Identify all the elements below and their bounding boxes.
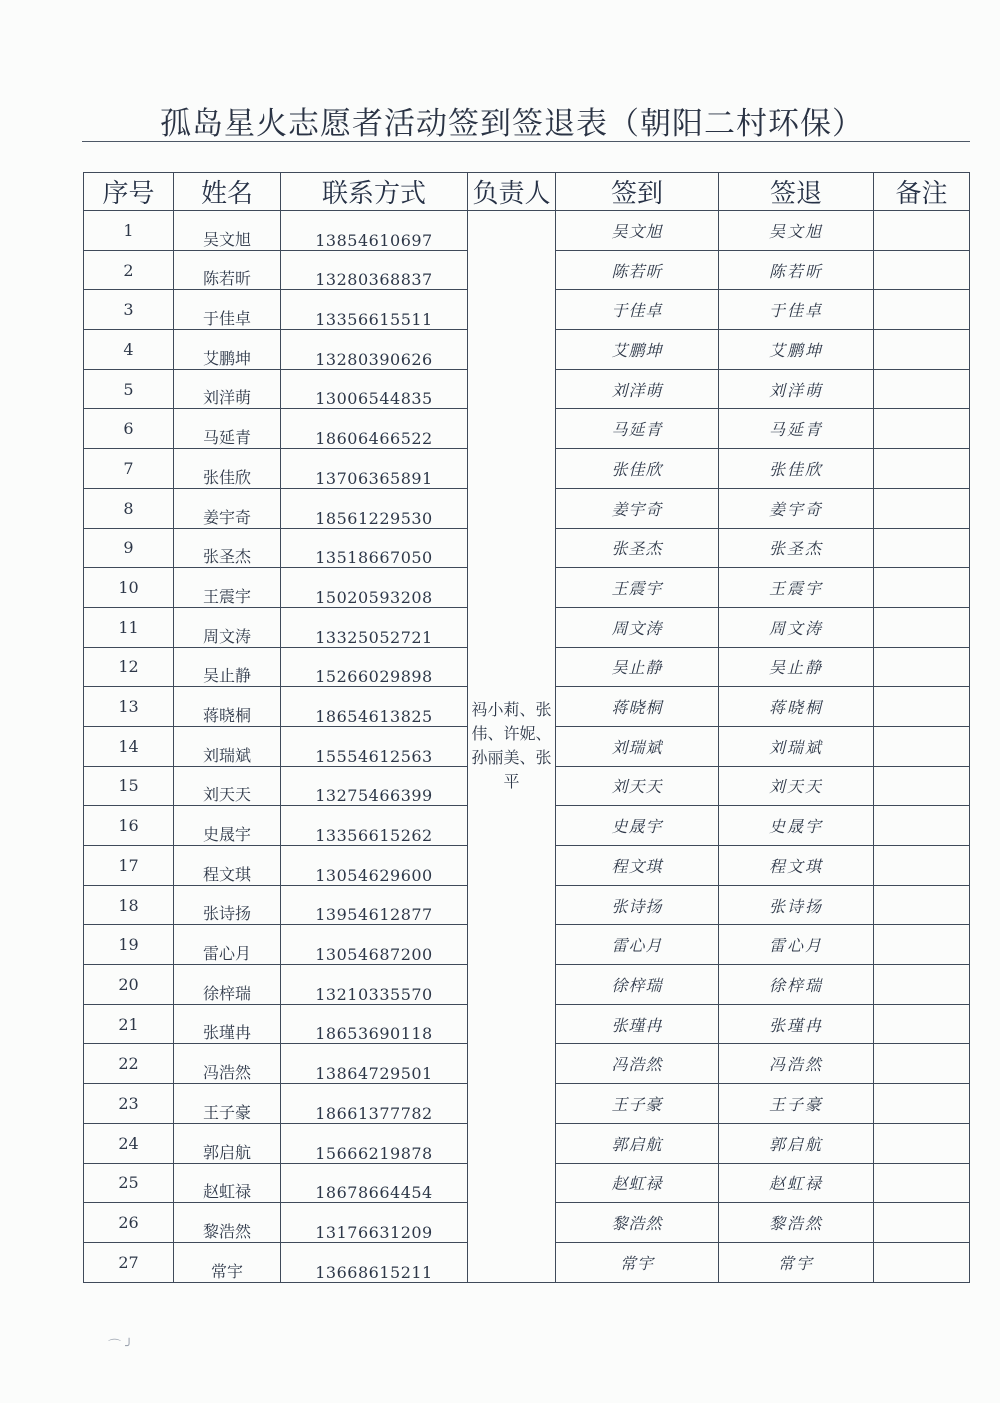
checkout-signature: 史晟宇 [719, 806, 874, 846]
note-cell [874, 965, 970, 1005]
checkin-signature: 刘瑞斌 [556, 726, 719, 766]
volunteer-phone: 18653690118 [281, 1004, 468, 1044]
note-cell [874, 846, 970, 886]
volunteer-phone: 13854610697 [281, 211, 468, 251]
checkin-signature: 赵虹禄 [556, 1163, 719, 1203]
volunteer-phone: 13954612877 [281, 885, 468, 925]
checkin-signature: 张诗扬 [556, 885, 719, 925]
checkout-signature: 刘瑞斌 [719, 726, 874, 766]
note-cell [874, 885, 970, 925]
row-number: 26 [84, 1203, 174, 1243]
note-cell [874, 488, 970, 528]
margin-mark: ⌒ ╯ [108, 1339, 133, 1354]
checkin-signature: 史晟宇 [556, 806, 719, 846]
header-no: 序号 [84, 173, 174, 211]
checkout-signature: 王子豪 [719, 1084, 874, 1124]
note-cell [874, 568, 970, 608]
header-name: 姓名 [174, 173, 281, 211]
checkout-signature: 冯浩然 [719, 1044, 874, 1084]
header-checkout: 签退 [719, 173, 874, 211]
checkin-signature: 刘洋萌 [556, 369, 719, 409]
checkin-signature: 张圣杰 [556, 528, 719, 568]
checkin-signature: 程文琪 [556, 846, 719, 886]
volunteer-name: 郭启航 [174, 1123, 281, 1163]
checkout-signature: 马延青 [719, 409, 874, 449]
checkout-signature: 于佳卓 [719, 290, 874, 330]
row-number: 20 [84, 965, 174, 1005]
row-number: 3 [84, 290, 174, 330]
note-cell [874, 806, 970, 846]
volunteer-name: 蒋晓桐 [174, 687, 281, 727]
checkout-signature: 张佳欣 [719, 449, 874, 489]
note-cell [874, 766, 970, 806]
volunteer-phone: 13280390626 [281, 330, 468, 370]
row-number: 6 [84, 409, 174, 449]
checkin-signature: 马延青 [556, 409, 719, 449]
checkout-signature: 艾鹏坤 [719, 330, 874, 370]
checkin-signature: 郭启航 [556, 1123, 719, 1163]
checkin-signature: 王子豪 [556, 1084, 719, 1124]
volunteer-phone: 15266029898 [281, 647, 468, 687]
row-number: 11 [84, 607, 174, 647]
volunteer-phone: 18661377782 [281, 1084, 468, 1124]
row-number: 9 [84, 528, 174, 568]
volunteer-phone: 18561229530 [281, 488, 468, 528]
leader-names: 祃小莉、张伟、许妮、孙丽美、张平 [471, 700, 552, 792]
volunteer-phone: 18654613825 [281, 687, 468, 727]
checkout-signature: 吴止静 [719, 647, 874, 687]
row-number: 5 [84, 369, 174, 409]
header-row [84, 173, 970, 211]
row-number: 12 [84, 647, 174, 687]
note-cell [874, 250, 970, 290]
volunteer-name: 于佳卓 [174, 290, 281, 330]
volunteer-name: 王震宇 [174, 568, 281, 608]
row-number: 2 [84, 250, 174, 290]
volunteer-name: 张圣杰 [174, 528, 281, 568]
checkout-signature: 张瑾冉 [719, 1004, 874, 1044]
row-number: 10 [84, 568, 174, 608]
note-cell [874, 687, 970, 727]
volunteer-name: 王子豪 [174, 1084, 281, 1124]
note-cell [874, 1123, 970, 1163]
volunteer-name: 吴止静 [174, 647, 281, 687]
volunteer-name: 黎浩然 [174, 1203, 281, 1243]
volunteer-name: 赵虹禄 [174, 1163, 281, 1203]
note-cell [874, 647, 970, 687]
volunteer-name: 周文涛 [174, 607, 281, 647]
volunteer-name: 常宇 [174, 1242, 281, 1282]
header-note: 备注 [874, 173, 970, 211]
volunteer-phone: 15020593208 [281, 568, 468, 608]
volunteer-phone: 15666219878 [281, 1123, 468, 1163]
note-cell [874, 330, 970, 370]
row-number: 24 [84, 1123, 174, 1163]
table-body [84, 211, 970, 1283]
note-cell [874, 1163, 970, 1203]
volunteer-phone: 13054687200 [281, 925, 468, 965]
row-number: 14 [84, 726, 174, 766]
volunteer-name: 陈若昕 [174, 250, 281, 290]
note-cell [874, 1004, 970, 1044]
row-number: 16 [84, 806, 174, 846]
checkout-signature: 陈若昕 [719, 250, 874, 290]
header-phone: 联系方式 [281, 173, 468, 211]
volunteer-name: 张瑾冉 [174, 1004, 281, 1044]
volunteer-name: 程文琪 [174, 846, 281, 886]
row-number: 18 [84, 885, 174, 925]
note-cell [874, 1044, 970, 1084]
row-number: 13 [84, 687, 174, 727]
checkout-signature: 徐梓瑞 [719, 965, 874, 1005]
checkout-signature: 黎浩然 [719, 1203, 874, 1243]
row-number: 22 [84, 1044, 174, 1084]
volunteer-name: 冯浩然 [174, 1044, 281, 1084]
table-row [84, 211, 970, 251]
volunteer-phone: 13864729501 [281, 1044, 468, 1084]
checkout-signature: 王震宇 [719, 568, 874, 608]
checkin-signature: 张瑾冉 [556, 1004, 719, 1044]
volunteer-name: 张佳欣 [174, 449, 281, 489]
checkin-signature: 常宇 [556, 1242, 719, 1282]
checkin-signature: 周文涛 [556, 607, 719, 647]
checkin-signature: 于佳卓 [556, 290, 719, 330]
row-number: 1 [84, 211, 174, 251]
volunteer-phone: 13275466399 [281, 766, 468, 806]
row-number: 23 [84, 1084, 174, 1124]
note-cell [874, 1084, 970, 1124]
volunteer-phone: 13356615262 [281, 806, 468, 846]
checkin-signature: 吴文旭 [556, 211, 719, 251]
note-cell [874, 925, 970, 965]
row-number: 19 [84, 925, 174, 965]
row-number: 17 [84, 846, 174, 886]
volunteer-phone: 18606466522 [281, 409, 468, 449]
row-number: 4 [84, 330, 174, 370]
volunteer-phone: 13176631209 [281, 1203, 468, 1243]
volunteer-name: 艾鹏坤 [174, 330, 281, 370]
volunteer-name: 姜宇奇 [174, 488, 281, 528]
checkin-signature: 姜宇奇 [556, 488, 719, 528]
note-cell [874, 528, 970, 568]
checkout-signature: 吴文旭 [719, 211, 874, 251]
volunteer-name: 徐梓瑞 [174, 965, 281, 1005]
volunteer-name: 雷心月 [174, 925, 281, 965]
sign-in-table [83, 172, 970, 1283]
volunteer-phone: 13668615211 [281, 1242, 468, 1282]
leader-cell [468, 211, 556, 1283]
note-cell [874, 290, 970, 330]
checkin-signature: 张佳欣 [556, 449, 719, 489]
row-number: 27 [84, 1242, 174, 1282]
checkout-signature: 雷心月 [719, 925, 874, 965]
checkout-signature: 常宇 [719, 1242, 874, 1282]
checkin-signature: 王震宇 [556, 568, 719, 608]
volunteer-phone: 13210335570 [281, 965, 468, 1005]
volunteer-phone: 13356615511 [281, 290, 468, 330]
page-title: 孤岛星火志愿者活动签到签退表（朝阳二村环保） [160, 106, 864, 142]
volunteer-phone: 13706365891 [281, 449, 468, 489]
checkin-signature: 冯浩然 [556, 1044, 719, 1084]
checkin-signature: 陈若昕 [556, 250, 719, 290]
checkout-signature: 蒋晓桐 [719, 687, 874, 727]
row-number: 7 [84, 449, 174, 489]
volunteer-phone: 13280368837 [281, 250, 468, 290]
volunteer-name: 马延青 [174, 409, 281, 449]
title-underline [82, 141, 970, 142]
volunteer-phone: 18678664454 [281, 1163, 468, 1203]
volunteer-name: 刘天天 [174, 766, 281, 806]
checkout-signature: 刘洋萌 [719, 369, 874, 409]
note-cell [874, 726, 970, 766]
volunteer-phone: 13054629600 [281, 846, 468, 886]
volunteer-phone: 13006544835 [281, 369, 468, 409]
volunteer-phone: 15554612563 [281, 726, 468, 766]
volunteer-name: 刘瑞斌 [174, 726, 281, 766]
volunteer-name: 刘洋萌 [174, 369, 281, 409]
note-cell [874, 211, 970, 251]
checkout-signature: 程文琪 [719, 846, 874, 886]
header-checkin: 签到 [556, 173, 719, 211]
checkout-signature: 赵虹禄 [719, 1163, 874, 1203]
row-number: 21 [84, 1004, 174, 1044]
row-number: 25 [84, 1163, 174, 1203]
checkout-signature: 周文涛 [719, 607, 874, 647]
checkin-signature: 徐梓瑞 [556, 965, 719, 1005]
note-cell [874, 369, 970, 409]
volunteer-phone: 13518667050 [281, 528, 468, 568]
volunteer-name: 张诗扬 [174, 885, 281, 925]
row-number: 8 [84, 488, 174, 528]
checkin-signature: 雷心月 [556, 925, 719, 965]
checkout-signature: 张圣杰 [719, 528, 874, 568]
checkin-signature: 刘天天 [556, 766, 719, 806]
checkout-signature: 姜宇奇 [719, 488, 874, 528]
header-leader: 负责人 [468, 173, 556, 211]
checkout-signature: 张诗扬 [719, 885, 874, 925]
checkin-signature: 吴止静 [556, 647, 719, 687]
note-cell [874, 449, 970, 489]
checkin-signature: 蒋晓桐 [556, 687, 719, 727]
volunteer-name: 史晟宇 [174, 806, 281, 846]
note-cell [874, 409, 970, 449]
checkin-signature: 黎浩然 [556, 1203, 719, 1243]
volunteer-name: 吴文旭 [174, 211, 281, 251]
checkout-signature: 郭启航 [719, 1123, 874, 1163]
checkin-signature: 艾鹏坤 [556, 330, 719, 370]
row-number: 15 [84, 766, 174, 806]
note-cell [874, 1203, 970, 1243]
checkout-signature: 刘天天 [719, 766, 874, 806]
note-cell [874, 1242, 970, 1282]
volunteer-phone: 13325052721 [281, 607, 468, 647]
note-cell [874, 607, 970, 647]
